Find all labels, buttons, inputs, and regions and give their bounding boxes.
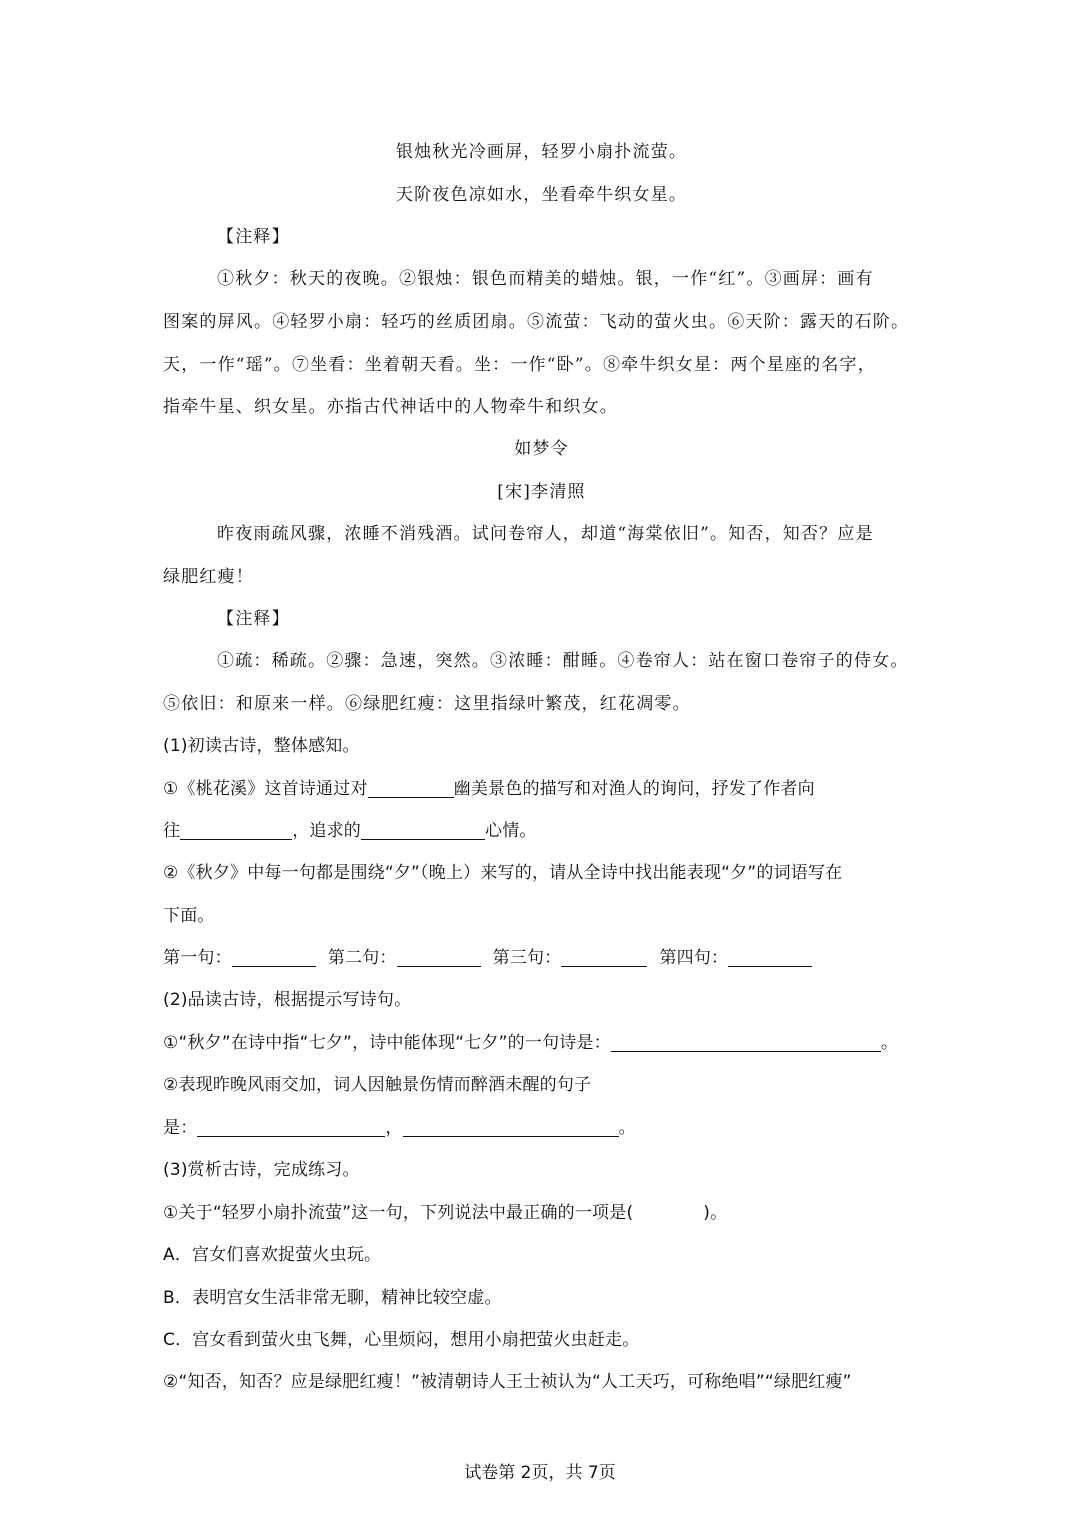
answer-blank[interactable] xyxy=(180,819,292,840)
question-3-item-1 xyxy=(163,1195,920,1231)
poem-body-line: 绿肥红瘦！ xyxy=(163,567,254,587)
note-line: ①疏：稀疏。②骤：急速，突然。③浓睡：酣睡。④卷帘人：站在窗口卷帘子的侍女。 xyxy=(217,651,909,671)
question-text: 心情。 xyxy=(485,821,537,841)
answer-blank[interactable] xyxy=(611,1031,881,1052)
question-text: ①“秋夕”在诗中指“七夕”，诗中能体现“七夕”的一句诗是： xyxy=(163,1033,611,1053)
question-text: 是： xyxy=(163,1118,198,1138)
question-1-item-1-line-2 xyxy=(163,813,920,849)
question-text: ①《桃花溪》这首诗通过对 xyxy=(163,779,368,799)
page-footer: 试卷第 2页，共 7页 xyxy=(464,1463,616,1483)
note-line: ①秋夕：秋天的夜晚。②银烛：银色而精美的蜡烛。银，一作“红”。③画屏：画有 xyxy=(217,269,874,289)
question-text: 。 xyxy=(880,1033,899,1053)
label: 第一句： xyxy=(163,948,232,968)
poem-title: 如梦令 xyxy=(514,439,569,459)
question-text: ②《秋夕》中每一句都是围绕“夕”（晚上）来写的，请从全诗中找出能表现“夕”的词语写在 xyxy=(163,863,843,883)
question-2-heading: (2)品读古诗，根据提示写诗句。 xyxy=(163,990,412,1010)
question-2-item-1 xyxy=(163,1025,920,1061)
answer-blank[interactable] xyxy=(403,1116,619,1137)
question-3-item-2: ②“知否，知否？应是绿肥红瘦！”被清朝诗人王士祯认为“人工天巧，可称绝唱”“绿肥红瘦” xyxy=(163,1372,852,1392)
question-text: 幽美景色的描写和对渔人的询问，抒发了作者向 xyxy=(453,779,815,799)
label: 第四句： xyxy=(659,948,729,968)
question-text: 。 xyxy=(618,1118,636,1138)
answer-blank[interactable] xyxy=(368,777,454,798)
note-line: 图案的屏风。④轻罗小扇：轻巧的丝质团扇。⑤流萤：飞动的萤火虫。⑥天阶：露天的石阶。 xyxy=(163,312,910,332)
note-line: 指牵牛星、织女星。亦指古代神话中的人物牵牛和织女。 xyxy=(163,397,618,417)
question-1-item-1-line-1 xyxy=(163,771,920,807)
question-1-heading: (1)初读古诗，整体感知。 xyxy=(163,736,360,756)
label: 第三句： xyxy=(492,948,562,968)
note-line: ⑤依旧：和原来一样。⑥绿肥红瘦：这里指绿叶繁茂，红花凋零。 xyxy=(163,694,691,714)
poem-author: [宋]李清照 xyxy=(497,482,586,502)
question-text: ， xyxy=(385,1118,403,1138)
answer-blank[interactable] xyxy=(361,819,485,840)
answer-blank[interactable] xyxy=(728,946,812,967)
question-text: 往 xyxy=(163,821,181,841)
question-text: ②表现昨晚风雨交加，词人因触景伤情而醉酒未醒的句子 xyxy=(163,1075,592,1095)
answer-blank[interactable] xyxy=(397,946,481,967)
question-text: ①关于“轻罗小扇扑流萤”这一句，下列说法中最正确的一项是( xyxy=(163,1203,634,1223)
option-a[interactable]: A．宫女们喜欢捉萤火虫玩。 xyxy=(163,1245,382,1265)
answer-blank[interactable] xyxy=(232,946,316,967)
question-3-heading: (3)赏析古诗，完成练习。 xyxy=(163,1160,360,1180)
option-c[interactable]: C．宫女看到萤火虫飞舞，心里烦闷，想用小扇把萤火虫赶走。 xyxy=(163,1330,640,1350)
poem-line-4: 天阶夜色凉如水，坐看牵牛织女星。 xyxy=(395,185,688,205)
poem-line-3: 银烛秋光冷画屏，轻罗小扇扑流萤。 xyxy=(395,142,688,162)
question-text: ，追求的 xyxy=(292,821,362,841)
notes-heading: 【注释】 xyxy=(217,609,290,629)
question-2-item-2-answer xyxy=(163,1110,920,1146)
sentence-blanks-row xyxy=(163,940,920,976)
label: 第二句： xyxy=(327,948,397,968)
note-line: 天，一作“瑶”。⑦坐看：坐着朝天看。坐：一作“卧”。⑧牵牛织女星：两个星座的名字， xyxy=(163,355,876,375)
option-b[interactable]: B．表明宫女生活非常无聊，精神比较空虚。 xyxy=(163,1288,502,1308)
question-text: 下面。 xyxy=(163,906,215,926)
question-text: )。 xyxy=(703,1203,728,1223)
poem-body-line: 昨夜雨疏风骤，浓睡不消残酒。试问卷帘人，却道“海棠依旧”。知否，知否？应是 xyxy=(217,524,874,544)
answer-blank[interactable] xyxy=(561,946,647,967)
answer-blank[interactable] xyxy=(197,1116,385,1137)
notes-heading: 【注释】 xyxy=(217,227,290,247)
